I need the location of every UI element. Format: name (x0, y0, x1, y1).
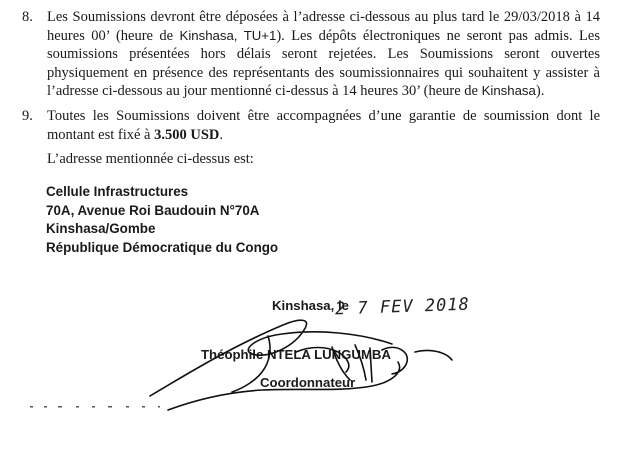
clause-number: 8. (22, 9, 33, 25)
address-intro: L’adresse mentionnée ci-dessus est: (47, 151, 254, 167)
guarantee-text: Toutes les Soumissions doivent être accompagnées d’une garantie de soumission dont le montant est fixé à (47, 108, 600, 143)
guarantee-amount: 3.500 USD (154, 126, 220, 143)
deposit-timezone: Kinshasa, TU+1 (179, 27, 277, 43)
handwritten-date: 2 7 FEV 2018 (334, 294, 471, 320)
deposit-intro: Les Soumissions devront être déposées à l’adresse ci-dessous au plus tard le 29/03/2018 à 14 heures 00’ (heure de (47, 9, 600, 44)
opening-timezone: Kinshasa (481, 83, 536, 99)
place-date-label: Kinshasa, le (272, 298, 349, 313)
clause-number: 9. (22, 108, 33, 124)
scan-specks (30, 405, 230, 409)
address-line: Kinshasa/Gombe (46, 221, 156, 236)
signatory-name: Théophile NTELA LUNGUMBA (201, 347, 391, 362)
signatory-title: Coordonnateur (260, 375, 356, 390)
address-line: 70A, Avenue Roi Baudouin N°70A (46, 202, 260, 218)
deposit-end: ). (535, 83, 545, 100)
deposit-middle: ). Les dépôts électroniques ne seront pas admis. Les soumissions présentées hors délais seront rejetées. Les Soumissions seront ouvertes physiquement en présence des représentants des soumissionnaires qui souhaitent y assister à l’adresse ci-dessous au jour mentionné ci-dessus à 14 heures 30’ (heure de (47, 27, 600, 100)
address-line: République Démocratique du Congo (46, 239, 279, 255)
guarantee-period: . (219, 126, 223, 143)
address-line: Cellule Infrastructures (46, 184, 189, 199)
